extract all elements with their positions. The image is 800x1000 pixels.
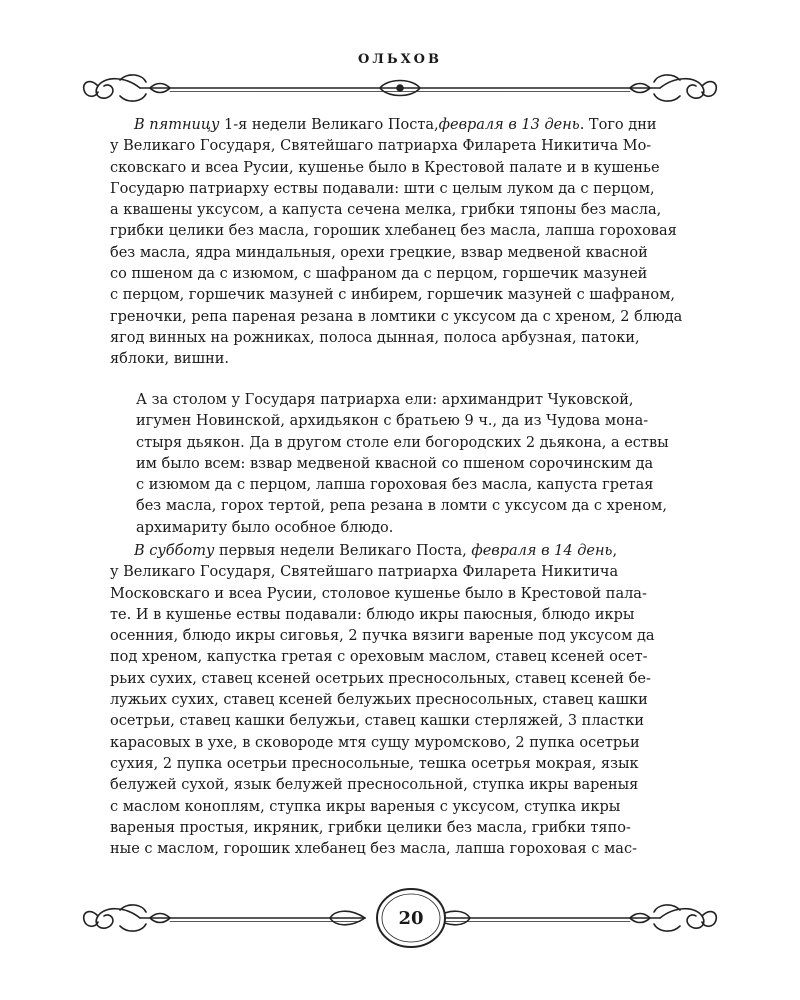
italic-lead: В субботу [134, 543, 215, 559]
text-line: А за столом у Государя патриарха ели: архимандрит Чуковской, [136, 392, 634, 408]
text-line: им было всем: взвар медвеной квасной со пшеном сорочинским да [136, 455, 654, 472]
text-run: 1-я недели Великаго Поста, [219, 117, 439, 133]
text-line: карасовых в ухе, в сковороде мтя сущу муромсково, 2 пупка осетрьи [110, 734, 640, 751]
paragraph-first-line [110, 115, 670, 136]
text-line: архимариту было особное блюдо. [136, 519, 394, 536]
paragraph-friday [110, 115, 683, 371]
text-line: греночки, репа пареная резана в ломтики с уксусом да с хреном, 2 блюда [110, 308, 683, 325]
text-line: Государю патриарху ествы подавали: шти с целым луком да с перцом, [110, 180, 655, 197]
text-line: яблоки, вишни. [110, 351, 230, 368]
italic-date: февраля в 13 день [438, 117, 580, 133]
page-number-medallion [373, 885, 449, 951]
text-line: вареныя простыя, икряник, грибки целики без масла, грибки тяпо- [110, 819, 631, 836]
text-run: , [612, 543, 618, 559]
paragraph-saturday [110, 541, 670, 860]
top-ornament-divider [80, 68, 720, 108]
running-title: ОЛЬХОВ [358, 52, 442, 67]
text-line: белужей сухой, язык белужей пресносольной, ступка икры вареныя [110, 777, 639, 794]
text-line: Московскаго и всеа Русии, столовое кушенье было в Крестовой пала- [110, 585, 647, 602]
text-line: а квашены уксусом, а капуста сечена мелка, грибки тяпоны без масла, [110, 202, 662, 219]
text-line: лужьих сухих, ставец ксеней белужьих пресносольных, ставец кашки [110, 692, 648, 709]
text-line: без масла, горох тертой, репа резана в ломти с уксусом да с хреном, [136, 498, 667, 515]
text-line: у Великаго Государя, Святейшаго патриарха Филарета Никитича Мо- [110, 138, 652, 155]
text-line: сухия, 2 пупка осетрьи пресносольные, тешка осетрья мокрая, язык [110, 755, 639, 772]
paragraph-first-line [110, 541, 670, 562]
text-line: с изюмом да с перцом, лапша гороховая без масла, капуста гретая [136, 477, 654, 494]
text-line: без масла, ядра миндальныя, орехи грецкие, взвар медвеной квасной [110, 244, 648, 261]
text-line: ягод винных на рожниках, полоса дынная, полоса арбузная, патоки, [110, 329, 640, 346]
text-line: осенния, блюдо икры сиговья, 2 пучка вязиги вареные под уксусом да [110, 628, 655, 645]
page-number: 20 [398, 907, 424, 929]
text-line: с перцом, горшечик мазуней с инбирем, горшечик мазуней с шафраном, [110, 287, 675, 304]
text-line: ные с маслом, горошик хлебанец без масла, лапша гороховая с мас- [110, 841, 637, 858]
text-line: у Великаго Государя, Святейшаго патриарха Филарета Никитича [110, 564, 619, 581]
paragraph-table-guests [136, 390, 676, 539]
text-line: осетрьи, ставец кашки белужьи, ставец кашки стерляжей, 3 пластки [110, 713, 645, 730]
italic-date: февраля в 14 день [471, 543, 613, 559]
text-line: стыря дьякон. Да в другом столе ели богородских 2 дьякона, а ествы [136, 434, 669, 451]
text-run: первыя недели Великаго Поста, [214, 543, 472, 559]
text-line: со пшеном да с изюмом, с шафраном да с перцом, горшечик мазуней [110, 266, 648, 283]
text-line: те. И в кушенье ествы подавали: блюдо икры паюсныя, блюдо икры [110, 606, 635, 623]
text-line: под хреном, капустка гретая с ореховым маслом, ставец ксеней осет- [110, 649, 648, 666]
text-line: сковскаго и всеа Русии, кушенье было в Крестовой палате и в кушенье [110, 159, 660, 176]
text-run: . Того дни [579, 117, 657, 133]
text-line: грибки целики без масла, горошик хлебанец без масла, лапша гороховая [110, 223, 677, 240]
text-line: с маслом коноплям, ступка икры вареныя с уксусом, ступка икры [110, 798, 621, 815]
italic-lead: В пятницу [134, 117, 220, 133]
text-line: игумен Новинской, архидьякон с братьею 9 ч., да из Чудова мона- [136, 413, 649, 430]
text-line: рьих сухих, ставец ксеней осетрьих пресносольных, ставец ксеней бе- [110, 670, 651, 687]
